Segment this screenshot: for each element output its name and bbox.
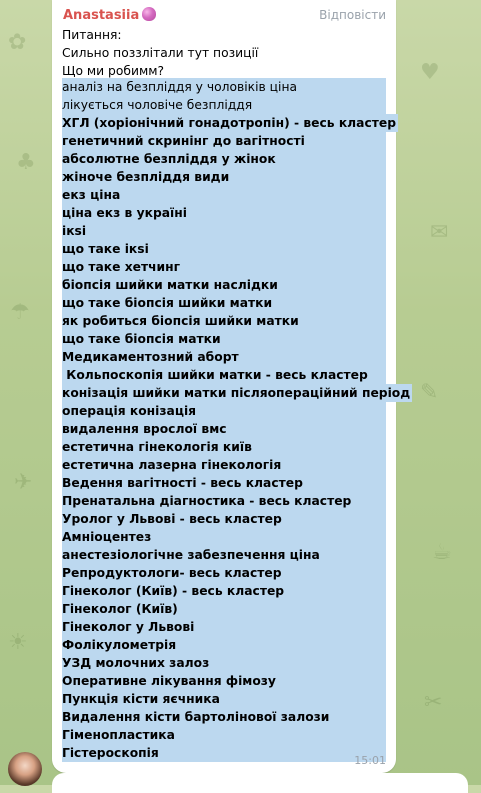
- message-line: що таке біопсія шийки матки: [62, 296, 273, 310]
- doodle-icon: ✂: [424, 690, 443, 715]
- message-line: Пункція кісти яєчника: [62, 692, 220, 706]
- message-line: генетичний скринінг до вагітності: [62, 134, 305, 148]
- message-line: Гінеколог (Київ): [62, 602, 178, 616]
- sender-name[interactable]: [63, 7, 156, 25]
- doodle-icon: ✈: [14, 470, 33, 495]
- message-line: Уролог у Львові - весь кластер: [62, 512, 282, 526]
- message-line: Репродуктологи- весь кластер: [62, 566, 282, 580]
- message-line: ХГЛ (хоріонічний гонадотропін) - весь кластер: [62, 116, 397, 130]
- message-line: конізація шийки матки післяопераційний період: [62, 386, 411, 400]
- selected-text: [62, 78, 411, 762]
- avatar[interactable]: [8, 752, 42, 786]
- message-line: біопсія шийки матки наслідки: [62, 278, 278, 292]
- message-line: ціна екз в україні: [62, 206, 187, 220]
- message-line: Фолікулометрія: [62, 638, 177, 652]
- message-line: Амніоцентез: [62, 530, 152, 544]
- message-line: естетична гінекологія київ: [62, 440, 252, 454]
- message-time: 15:01: [354, 754, 386, 767]
- message-line: що таке біопсія матки: [62, 332, 221, 346]
- doodle-icon: ♣: [16, 150, 36, 175]
- message-line: аналіз на безпліддя у чоловіків ціна: [62, 80, 298, 94]
- message-bubble[interactable]: [52, 0, 411, 773]
- message-line: Гінеколог у Львові: [62, 620, 195, 634]
- doodle-icon: ✎: [420, 380, 439, 405]
- message-line: Гінеколог (Київ) - весь кластер: [62, 584, 285, 598]
- message-line: що таке ікsі: [62, 242, 149, 256]
- message-line: що таке хетчинг: [62, 260, 181, 274]
- message-line: естетична лазерна гінекологія: [62, 458, 282, 472]
- message-line: видалення врослої вмс: [62, 422, 227, 436]
- doodle-icon: ✉: [430, 220, 449, 245]
- message-line: Гістероскопія: [62, 746, 159, 760]
- message-line: як робиться біопсія шийки матки: [62, 314, 299, 328]
- sender-name-text: Anastasiia: [63, 8, 140, 23]
- sender-emoji-icon: [142, 7, 156, 21]
- message-line: Кольпоскопія шийки матки - весь кластер: [62, 368, 368, 382]
- doodle-icon: ✿: [8, 30, 27, 55]
- doodle-icon: ♥: [420, 60, 440, 85]
- message-line: абсолютне безпліддя у жінок: [62, 152, 276, 166]
- next-message-bubble[interactable]: [52, 773, 468, 793]
- message-line: УЗД молочних залоз: [62, 656, 210, 670]
- message-text: [62, 26, 392, 80]
- doodle-icon: ☀: [8, 630, 28, 655]
- message-line: Питання:: [62, 28, 122, 42]
- reply-button[interactable]: Відповісти: [319, 8, 386, 22]
- message-line: лікується чоловіче безпліддя: [62, 98, 253, 112]
- doodle-icon: ☂: [10, 300, 30, 325]
- message-line: Видалення кісти бартолінової залози: [62, 710, 330, 724]
- message-line: анестезіологічне забезпечення ціна: [62, 548, 320, 562]
- message-line: операція конізація: [62, 404, 197, 418]
- doodle-icon: ☕: [432, 540, 452, 565]
- message-line: Ведення вагітності - весь кластер: [62, 476, 303, 490]
- message-line: Сильно поззлітали тут позиції: [62, 46, 259, 60]
- message-line: Медикаментозний аборт: [62, 350, 239, 364]
- message-line: Що ми робимм?: [62, 64, 165, 78]
- message-line: ікsі: [62, 224, 87, 238]
- message-line: жіноче безпліддя види: [62, 170, 230, 184]
- message-line: екз ціна: [62, 188, 121, 202]
- message-line: Оперативне лікування фімозу: [62, 674, 276, 688]
- message-line: Пренатальна діагностика - весь кластер: [62, 494, 352, 508]
- message-line: Гіменопластика: [62, 728, 175, 742]
